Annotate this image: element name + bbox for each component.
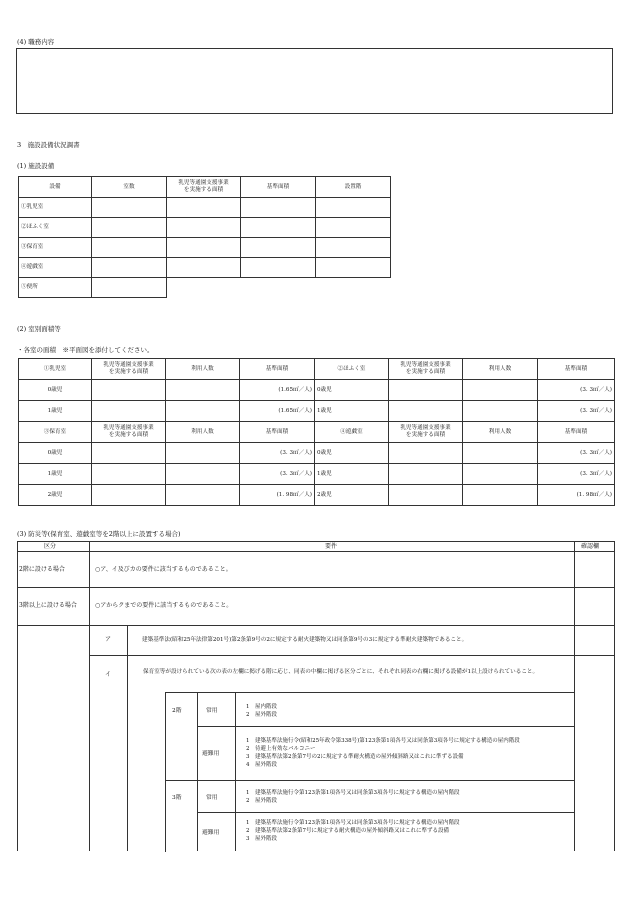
standard-value: (3. 3㎡／人) (538, 401, 615, 422)
col-standard: 基準面積 (240, 359, 315, 380)
facilities-title: (1) 施設設備 (17, 162, 55, 170)
standard-value: (1. 98㎡／人) (538, 485, 615, 506)
floor3-requirement: ○アからクまでの要件に該当するものであること。 (95, 602, 233, 609)
row-label: ④遊戯室 (19, 258, 92, 278)
row-label: ③保育室 (19, 238, 92, 258)
col-area: 乳児等通園支援事業 を実施する面積 (389, 422, 463, 443)
item-i-text: 保育室等が設けられている次の表の左欄に掲げる階に応じ、同表の中欄に掲げる区分ごとに、それぞれ同表の右欄に掲げる設備が1以上設けられていること。 (143, 669, 539, 675)
age-label: 1歳児 (19, 401, 92, 422)
age-label: 2歳児 (19, 485, 92, 506)
col-area: 乳児等通園支援事業 を実施する面積 (92, 422, 166, 443)
col-users: 利用人数 (463, 422, 538, 443)
standard-value: (1.65㎡／人) (240, 401, 315, 422)
facilities-table (18, 176, 391, 298)
standard-value: (1.65㎡／人) (240, 380, 315, 401)
crawling-room-head: ②ほふく室 (315, 359, 389, 380)
disaster-title: (3) 防災等(保育室、遊戯室等を2階以上に設置する場合) (17, 530, 181, 538)
regular-label: 常用 (206, 708, 218, 714)
floor2-evac-list: 1 建築基準法施行令(昭和25年政令第338号)第123条第1項各号又は同条第3項各号に規定する構造の屋内階段 2 待避上有効なバルコニー 3 建築基準法第2条第7号の2に規定する準耐火構造の屋外傾斜路又はこれに準ずる設備 4 屋外階段 (246, 738, 520, 768)
item-a-text: 建築基準法(昭和25年法律第201号)第2条第9号の2に規定する耐火建築物又は同条第9号の3に規定する準耐火建築物であること。 (142, 637, 468, 643)
age-label: 1歳児 (19, 464, 92, 485)
room-area-note: ・各室の面積 ※平面図を添付してください。 (17, 346, 154, 354)
age-label: 1歳児 (315, 401, 389, 422)
playroom-head: ④遊戯室 (315, 422, 389, 443)
standard-value: (1. 98㎡／人) (240, 485, 315, 506)
row-label: ⑤便所 (19, 278, 92, 298)
infant-room-head: ①乳児室 (19, 359, 92, 380)
floor2-label: 2階に設ける場合 (19, 566, 65, 573)
col-users: 利用人数 (166, 422, 240, 443)
col-standard: 基準面積 (538, 422, 615, 443)
age-label: 2歳児 (315, 485, 389, 506)
floor3-cell: 3階 (172, 795, 182, 801)
item-i-label: イ (105, 671, 112, 678)
header-facility: 設備 (19, 177, 92, 198)
room-area-title: (2) 室別面積等 (17, 325, 61, 333)
floor3-regular-list: 1 建築基準法施行令第123条第1項各号又は同条第3項各号に規定する構造の屋内階段 2 屋外階段 (246, 790, 460, 804)
header-floor: 設置階 (316, 177, 391, 198)
col-users: 利用人数 (463, 359, 538, 380)
header-rooms: 室数 (92, 177, 167, 198)
evacuation-label: 避難用 (202, 830, 220, 836)
nursery-room-head: ③保育室 (19, 422, 92, 443)
standard-value: (3. 3㎡／人) (538, 464, 615, 485)
evacuation-label: 避難用 (202, 751, 220, 757)
header-area: 乳児等通園支援事業 を実施する面積 (167, 177, 241, 198)
col-users: 利用人数 (166, 359, 240, 380)
floor3-evac-list: 1 建築基準法施行令第123条第1項各号又は同条第3項各号に規定する構造の屋内階段 2 建築基準法第2条第7号に規定する耐火構造の屋外傾斜路又はこれに準ずる設備 3 屋外階段 (246, 820, 460, 842)
row-label: ①乳児室 (19, 198, 92, 218)
floor2-cell: 2階 (172, 708, 182, 714)
age-label: 0歳児 (315, 380, 389, 401)
section-3-title: 3 施設設備状況調書 (17, 141, 80, 149)
header-kubun: 区分 (44, 543, 57, 550)
standard-value: (3. 3㎡／人) (538, 380, 615, 401)
standard-value: (3. 3㎡／人) (240, 443, 315, 464)
col-standard: 基準面積 (538, 359, 615, 380)
floor3-label: 3階以上に設ける場合 (19, 602, 77, 609)
col-area: 乳児等通園支援事業 を実施する面積 (92, 359, 166, 380)
standard-value: (3. 3㎡／人) (240, 464, 315, 485)
col-standard: 基準面積 (240, 422, 315, 443)
age-label: 0歳児 (315, 443, 389, 464)
header-requirement: 要件 (325, 543, 338, 550)
standard-value: (3. 3㎡／人) (538, 443, 615, 464)
duties-box[interactable] (16, 48, 613, 114)
floor2-regular-list: 1 屋内階段 2 屋外階段 (246, 704, 277, 718)
regular-label: 常用 (206, 795, 218, 801)
col-area: 乳児等通園支援事業 を実施する面積 (389, 359, 463, 380)
age-label: 0歳児 (19, 443, 92, 464)
row-label: ②ほふく室 (19, 218, 92, 238)
room-area-table (18, 358, 615, 506)
header-check: 確認欄 (581, 543, 600, 550)
section-4-title: (4) 職務内容 (17, 38, 55, 46)
header-standard-area: 基準面積 (241, 177, 316, 198)
age-label: 1歳児 (315, 464, 389, 485)
age-label: 0歳児 (19, 380, 92, 401)
floor2-requirement: ○ア、イ及びカの要件に該当するものであること。 (95, 566, 232, 573)
item-a-label: ア (105, 636, 112, 643)
